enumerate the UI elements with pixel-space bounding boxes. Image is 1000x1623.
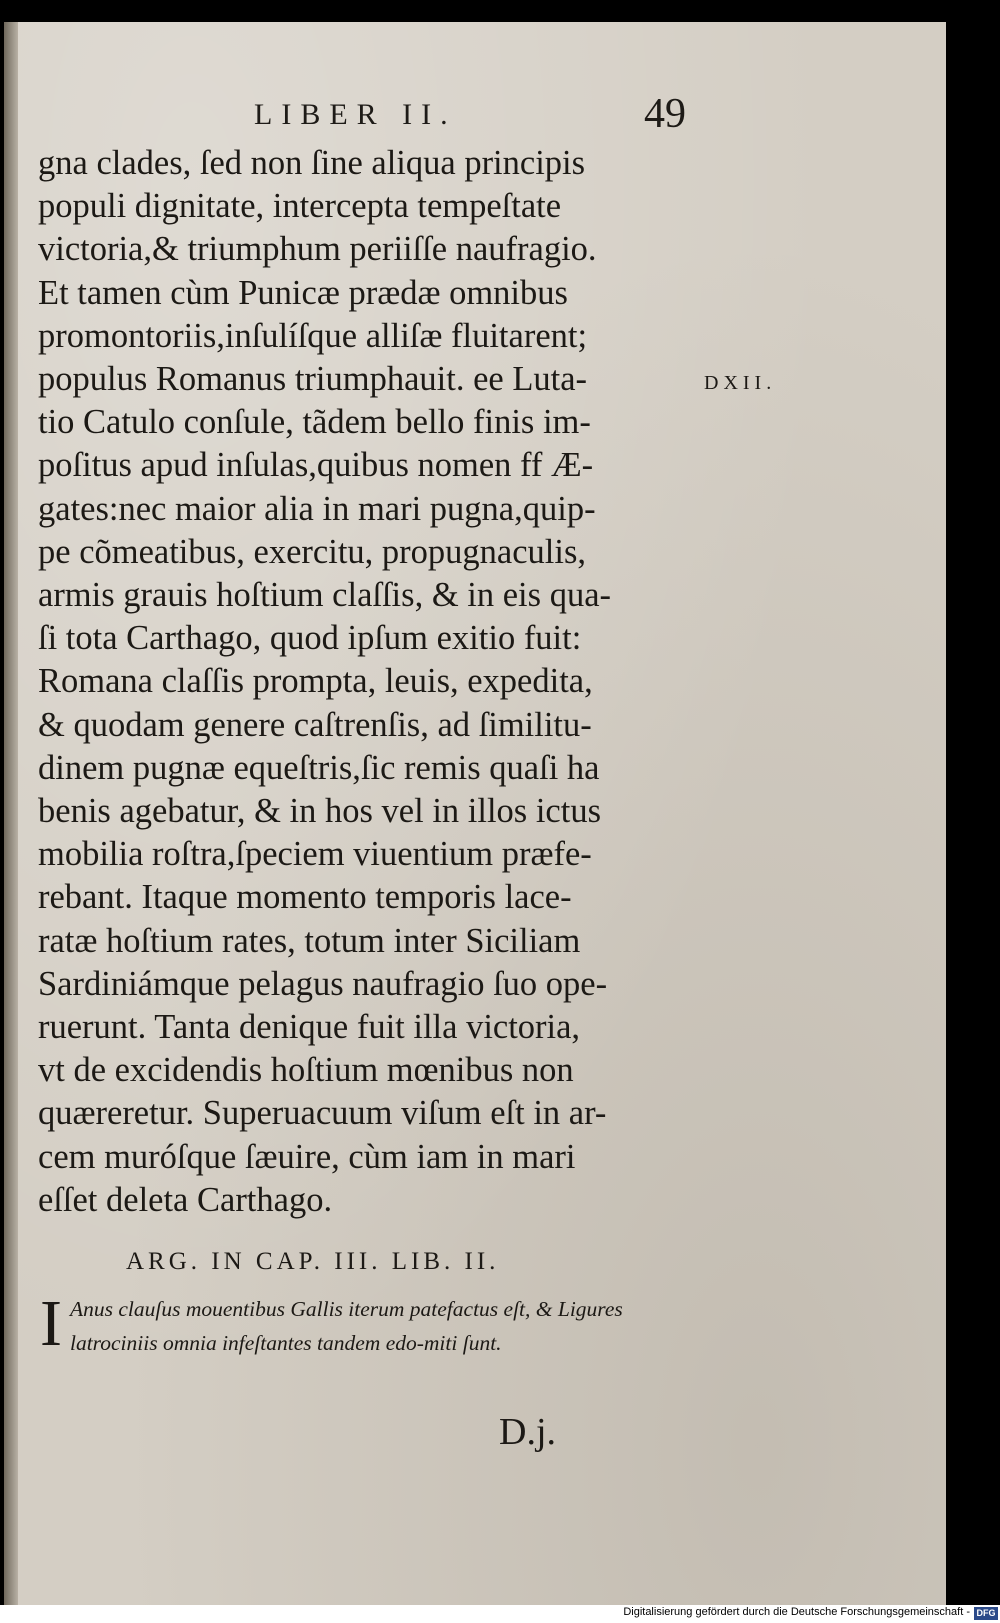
argument-text: Anus clauſus mouentibus Gallis iterum patefactus eſt, & Ligures latrociniis omnia infeſtantes tandem edo-miti ſunt. [69, 1297, 623, 1355]
text-line: ruerunt. Tanta denique fuit illa victoria, [38, 1008, 581, 1047]
text-line: pe cõmeatibus, exercitu, propugnaculis, [38, 532, 586, 571]
drop-cap: I [40, 1287, 62, 1360]
text-line: rebant. Itaque momento temporis lace- [38, 878, 572, 917]
text-line: Sardiniámque pelagus naufragio ſuo ope- [38, 964, 608, 1003]
text-line: ſi tota Carthago, quod ipſum exitio fuit: [38, 619, 582, 658]
text-line: vt de excidendis hoſtium mœnibus non [38, 1051, 574, 1090]
main-text-block [38, 142, 698, 1222]
text-line: eſſet deleta Carthago. [38, 1180, 333, 1219]
page-header [4, 80, 946, 140]
text-line: mobilia roſtra,ſpeciem viuentium præfe- [38, 835, 592, 874]
text-line: gates:nec maior alia in mari pugna,quip- [38, 489, 596, 528]
running-head: LIBER II. [254, 98, 457, 131]
text-line: armis grauis hoſtium claſſis, & in eis qua- [38, 576, 611, 615]
page-gutter-shadow [4, 22, 18, 1605]
text-line: tio Catulo conſule, tãdem bello finis im- [38, 403, 591, 442]
dfg-logo: DFG [974, 1607, 998, 1620]
text-line: Et tamen cùm Punicæ prædæ omnibus [38, 273, 568, 312]
text-line: benis agebatur, & in hos vel in illos ictus [38, 792, 602, 831]
book-page [4, 22, 946, 1605]
text-line: ratæ hoſtium rates, totum inter Siciliam [38, 921, 581, 960]
text-line: quæreretur. Superuacuum viſum eſt in ar- [38, 1094, 607, 1133]
text-line: promontoriis,inſulíſque alliſæ fluitarent; [38, 316, 588, 355]
text-line: cem muróſque ſæuire, cùm iam in mari [38, 1137, 576, 1176]
chapter-heading: ARG. IN CAP. III. LIB. II. [126, 1248, 500, 1275]
marginal-year-note: DXII. [704, 372, 777, 394]
text-line: populi dignitate, intercepta tempeſtate [38, 187, 562, 226]
text-line: Romana claſſis prompta, leuis, expedita, [38, 662, 593, 701]
page-number: 49 [644, 91, 686, 137]
text-line: dinem pugnæ equeſtris,ſic remis quaſi ha [38, 748, 600, 787]
text-line: & quodam genere caſtrenſis, ad ſimilitu- [38, 705, 592, 744]
text-line: gna clades, ſed non ſine aliqua principis [38, 144, 586, 182]
footer-bar [0, 1605, 1000, 1623]
text-line: poſitus apud inſulas,quibus nomen ff Æ- [38, 446, 594, 485]
chapter-argument [40, 1287, 700, 1360]
signature-mark: D.j. [499, 1411, 556, 1453]
text-line: populus Romanus triumphauit. ee Luta- [38, 360, 588, 399]
funding-credit: Digitalisierung gefördert durch die Deutsche Forschungsgemeinschaft - [623, 1606, 970, 1618]
text-line: victoria,& triumphum periiſſe naufragio. [38, 230, 597, 269]
